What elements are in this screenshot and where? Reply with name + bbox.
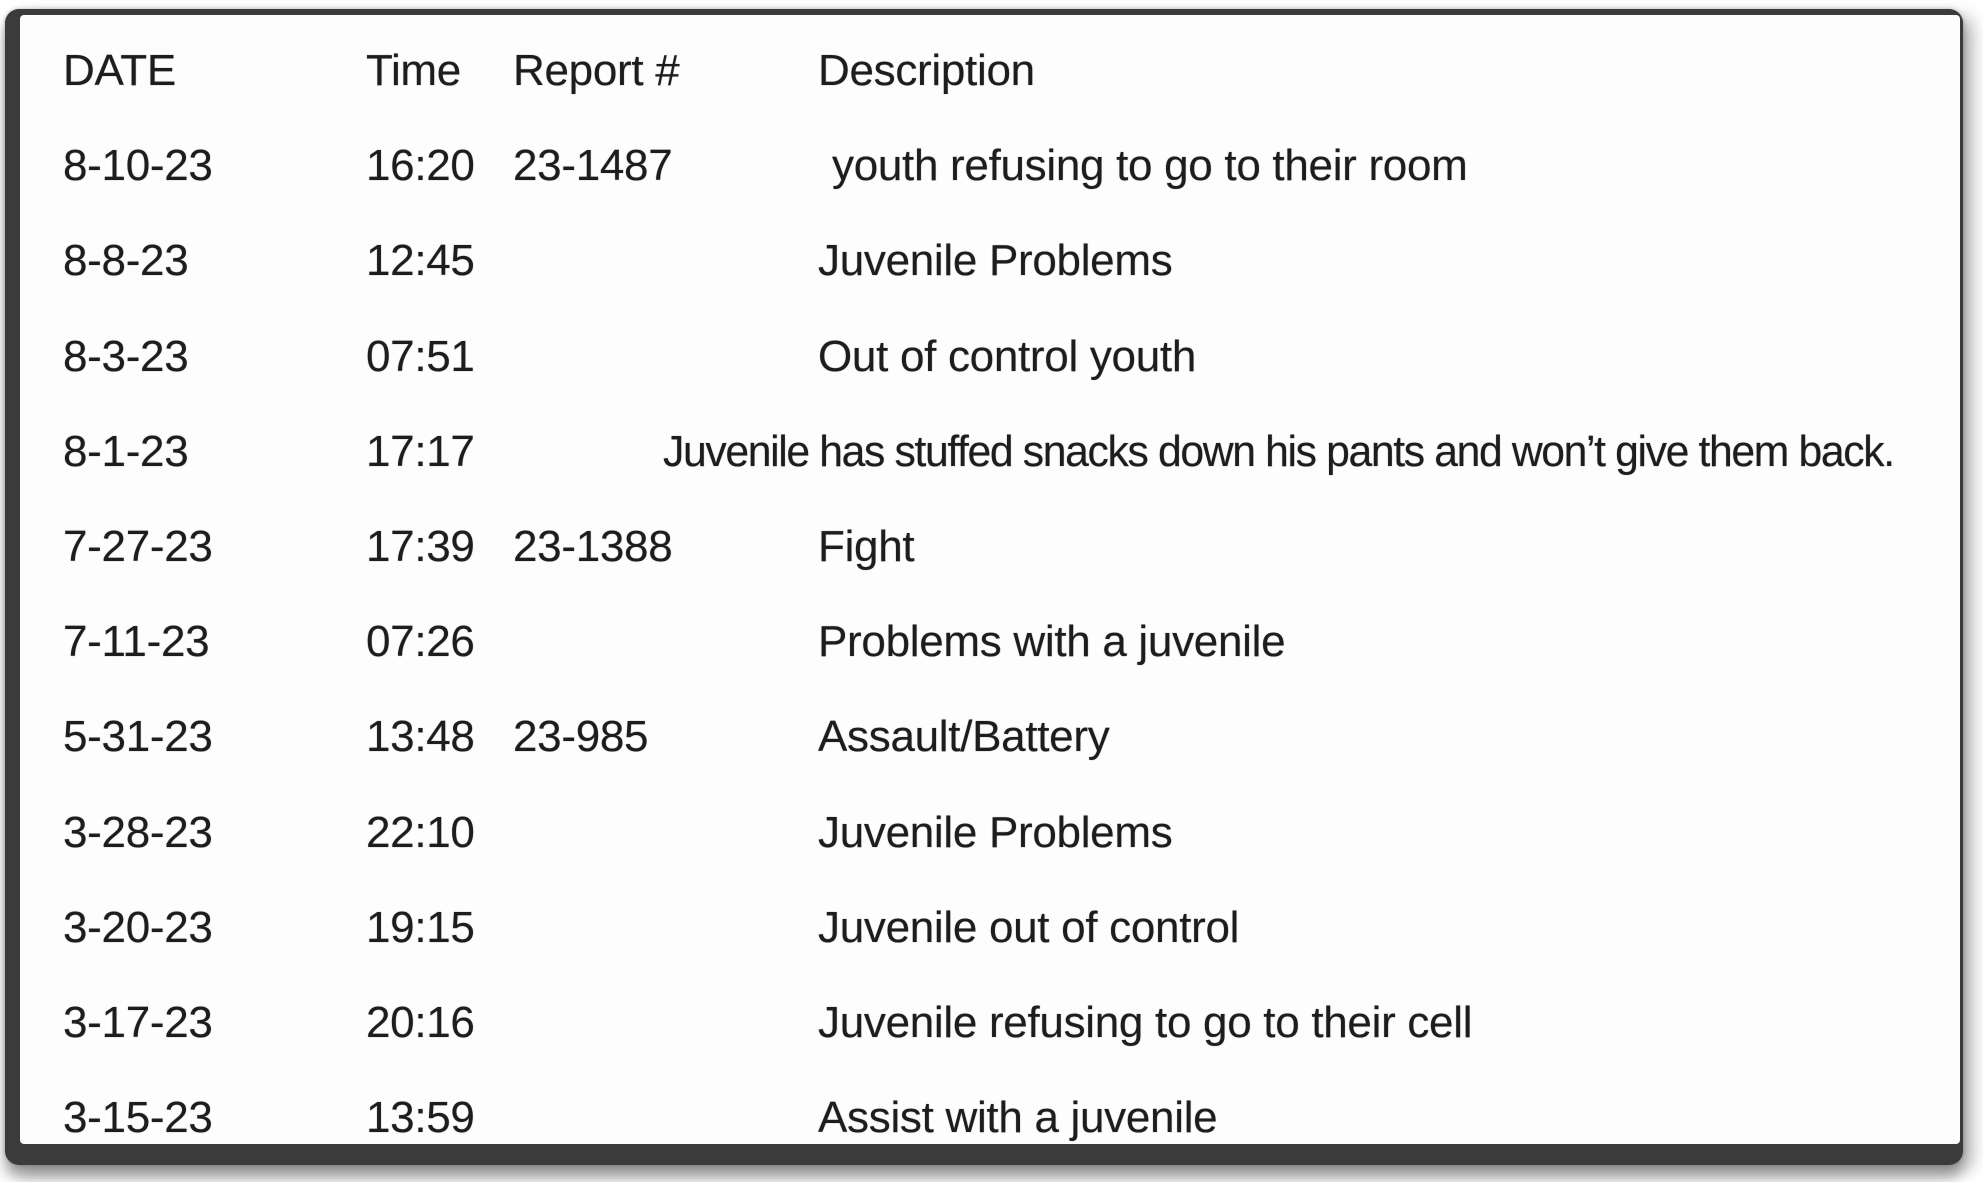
description-cell: Out of control youth — [818, 331, 1196, 381]
table-row — [20, 689, 1960, 785]
column-header-description: Description — [818, 46, 1035, 95]
table-row — [20, 1070, 1960, 1166]
time-cell: 07:51 — [366, 331, 475, 381]
description-cell: Assist with a juvenile — [818, 1093, 1218, 1143]
scan-edge-frame — [5, 9, 1963, 1165]
date-cell: 5-31-23 — [63, 712, 213, 762]
table-row — [20, 404, 1960, 500]
description-cell: Juvenile has stuffed snacks down his pants and won’t give them back. — [663, 426, 1894, 476]
time-cell: 20:16 — [366, 998, 475, 1047]
date-cell: 8-1-23 — [63, 426, 189, 476]
time-cell: 17:39 — [366, 522, 475, 571]
date-cell: 3-15-23 — [63, 1093, 213, 1143]
time-cell: 19:15 — [366, 902, 475, 952]
time-cell: 22:10 — [366, 807, 475, 857]
description-cell: Juvenile Problems — [818, 807, 1173, 857]
column-header-date: DATE — [63, 46, 176, 95]
report-cell: 23-985 — [513, 712, 649, 762]
description-cell: Assault/Battery — [818, 712, 1110, 762]
date-cell: 3-17-23 — [63, 998, 213, 1047]
time-cell: 12:45 — [366, 236, 475, 286]
table-row — [20, 309, 1960, 405]
description-cell: Juvenile Problems — [818, 236, 1173, 286]
table-header-row — [20, 23, 1960, 119]
date-cell: 3-28-23 — [63, 807, 213, 857]
column-header-report: Report # — [513, 46, 680, 95]
column-header-time: Time — [366, 46, 461, 95]
date-cell: 3-20-23 — [63, 902, 213, 952]
date-cell: 8-3-23 — [63, 331, 189, 381]
table-row — [20, 213, 1960, 309]
report-cell: 23-1388 — [513, 522, 673, 571]
table-row — [20, 880, 1960, 976]
date-cell: 8-8-23 — [63, 236, 189, 286]
report-cell: 23-1487 — [513, 141, 673, 191]
description-cell: Fight — [818, 522, 915, 571]
time-cell: 13:48 — [366, 712, 475, 762]
table-row — [20, 785, 1960, 881]
table-row — [20, 118, 1960, 214]
date-cell: 7-11-23 — [63, 617, 210, 667]
document-page — [20, 15, 1960, 1144]
description-cell: Problems with a juvenile — [818, 617, 1286, 667]
table-row — [20, 499, 1960, 595]
date-cell: 7-27-23 — [63, 522, 213, 571]
time-cell: 16:20 — [366, 141, 475, 191]
table-row — [20, 594, 1960, 690]
description-cell: Juvenile out of control — [818, 902, 1240, 952]
table-row — [20, 975, 1960, 1071]
date-cell: 8-10-23 — [63, 141, 213, 191]
description-cell: youth refusing to go to their room — [832, 141, 1468, 191]
time-cell: 07:26 — [366, 617, 475, 667]
incident-log-table — [20, 15, 1960, 1144]
time-cell: 13:59 — [366, 1093, 475, 1143]
description-cell: Juvenile refusing to go to their cell — [818, 998, 1473, 1047]
time-cell: 17:17 — [366, 426, 475, 476]
